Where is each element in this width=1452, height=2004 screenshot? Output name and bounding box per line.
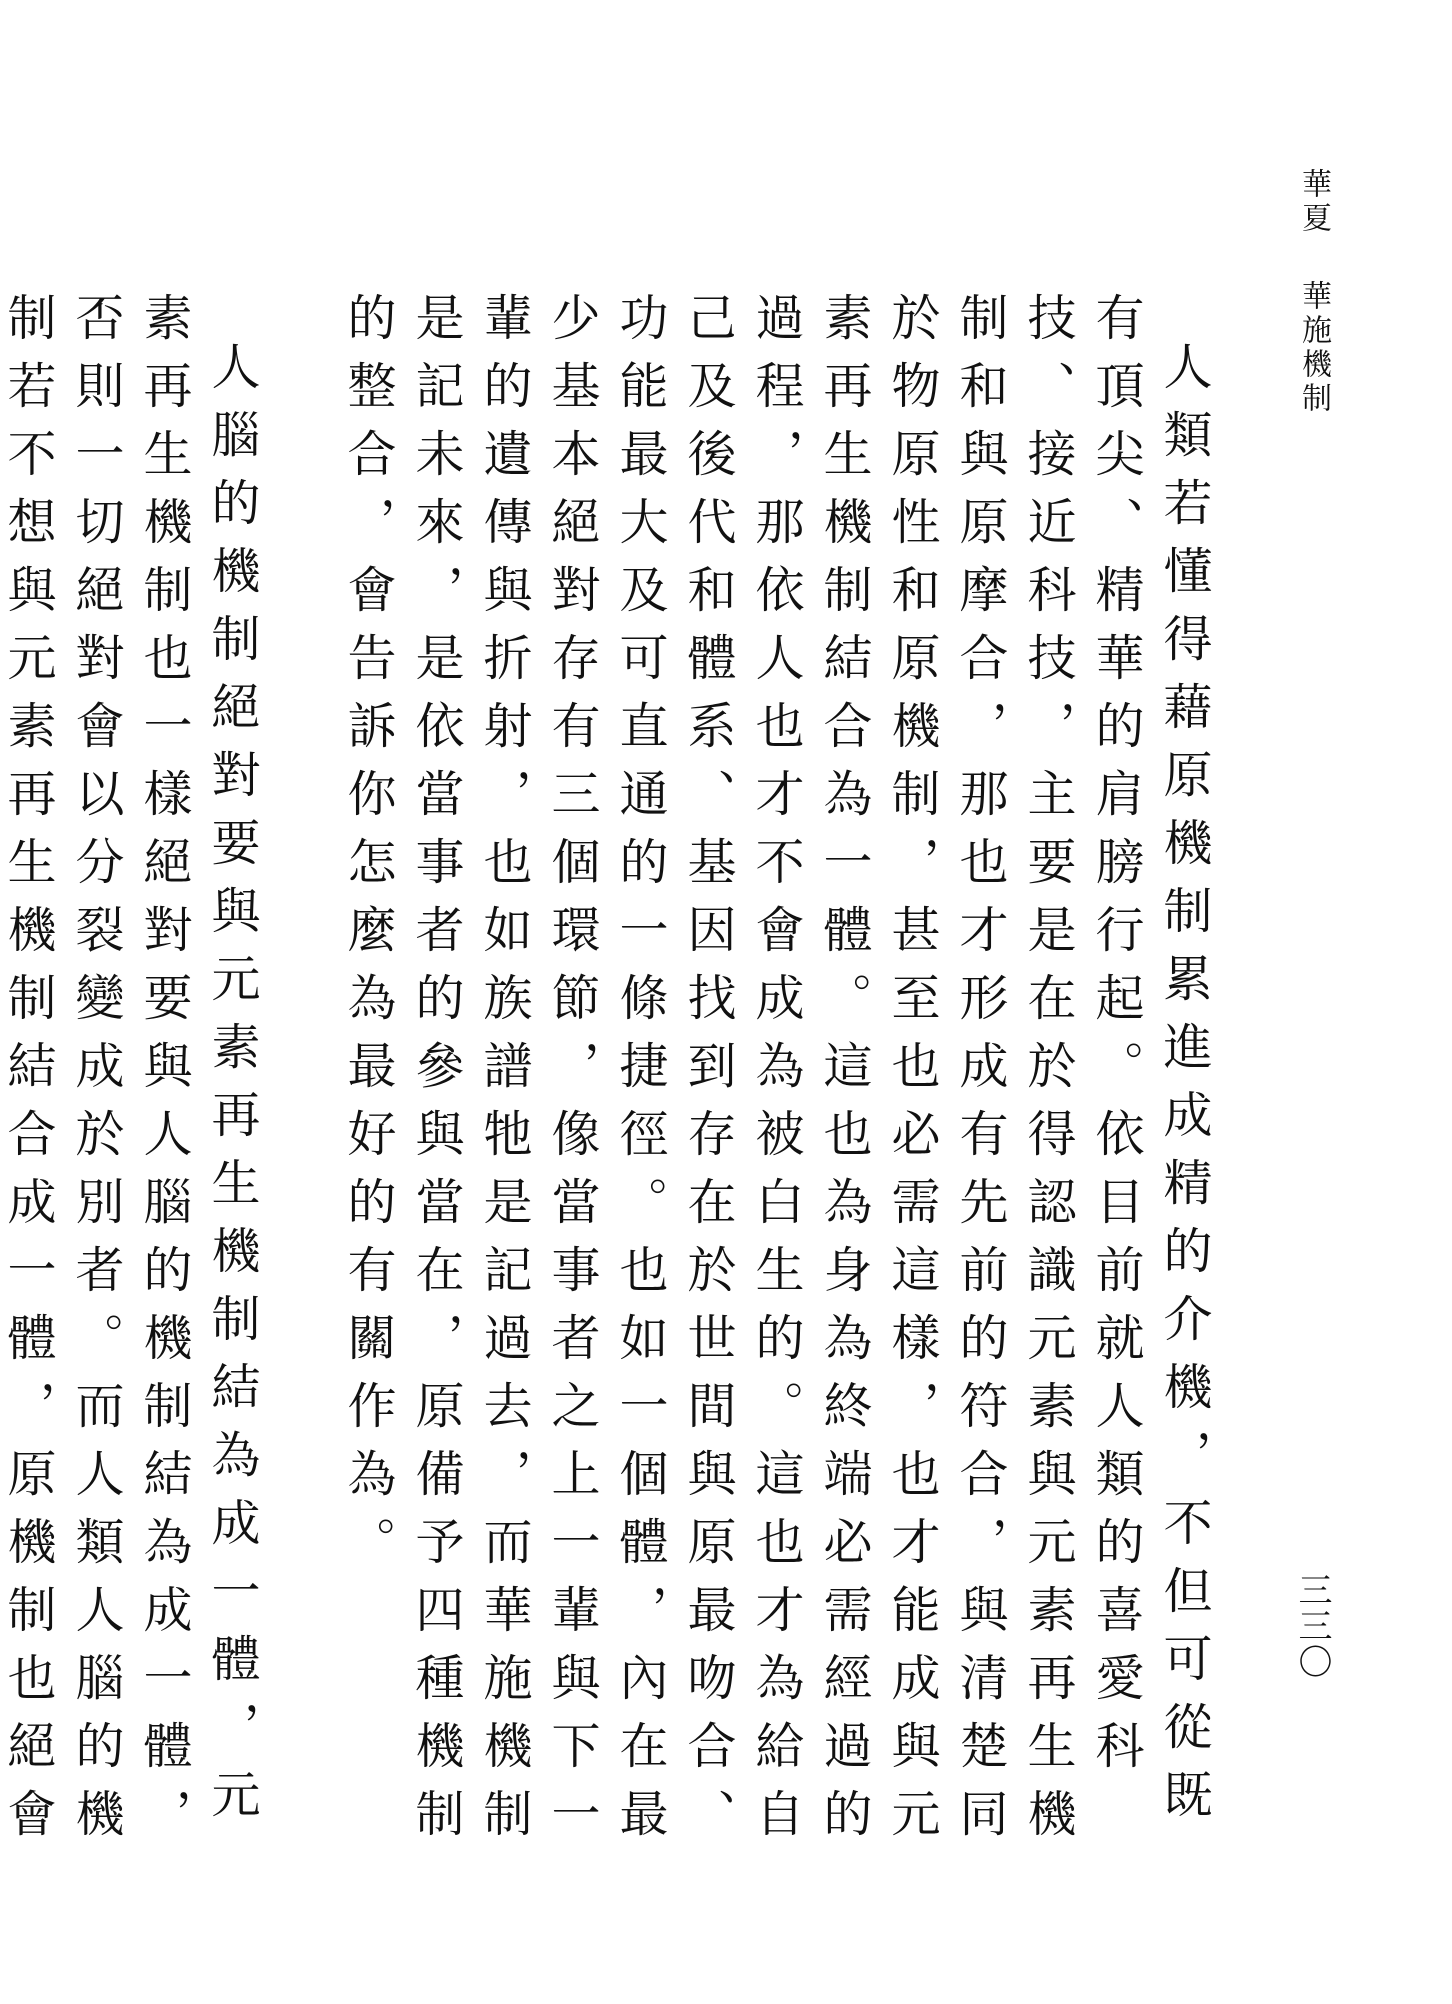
paragraph-1: 人類若懂得藉原機制累進成精的介機，不但可從既有頂尖、精華的肩膀行起。依目前就人類的喜愛科技、接近科技，主要是在於得認識元素與元素再生機制和與原摩合，那也才形成有先前的符合，與清楚同於物原性和原機制，甚至也必需這樣，也才能成與元素再生機制結合為一體。這也為身為終端必需經過的過程，那依人也才不會成為被白生的。這也才為給自己及後代和體系、基因找到存在於世間與原最吻合、功能最大及可直通的一條捷徑。也如一個體，內在最少基本絕對存有三個環節，像當事者之上一輩與下一輩的遺傳與折射，也如族譜牠是記過去，而華施機制是記未來，是依當事者的參與當在，原備予四種機制的整合，會告訴你怎麼為最好的有關作為。 [340, 292, 1213, 1856]
page-number: 三三〇 [1292, 1572, 1332, 1680]
body-text [0, 292, 1218, 1892]
running-header [1296, 168, 1330, 428]
paragraph-2: 人腦的機制絕對要與元素再生機制結為成一體，元素再生機制也一樣絕對要與人腦的機制結為成一體，否則一切絕對會以分裂變成於別者。而人類人腦的機制若不想與元素再生機制結合成一體，原機制也絕會 [0, 292, 261, 1856]
book-title: 華夏 [1296, 168, 1331, 236]
chapter-title: 華施機制 [1296, 280, 1331, 416]
